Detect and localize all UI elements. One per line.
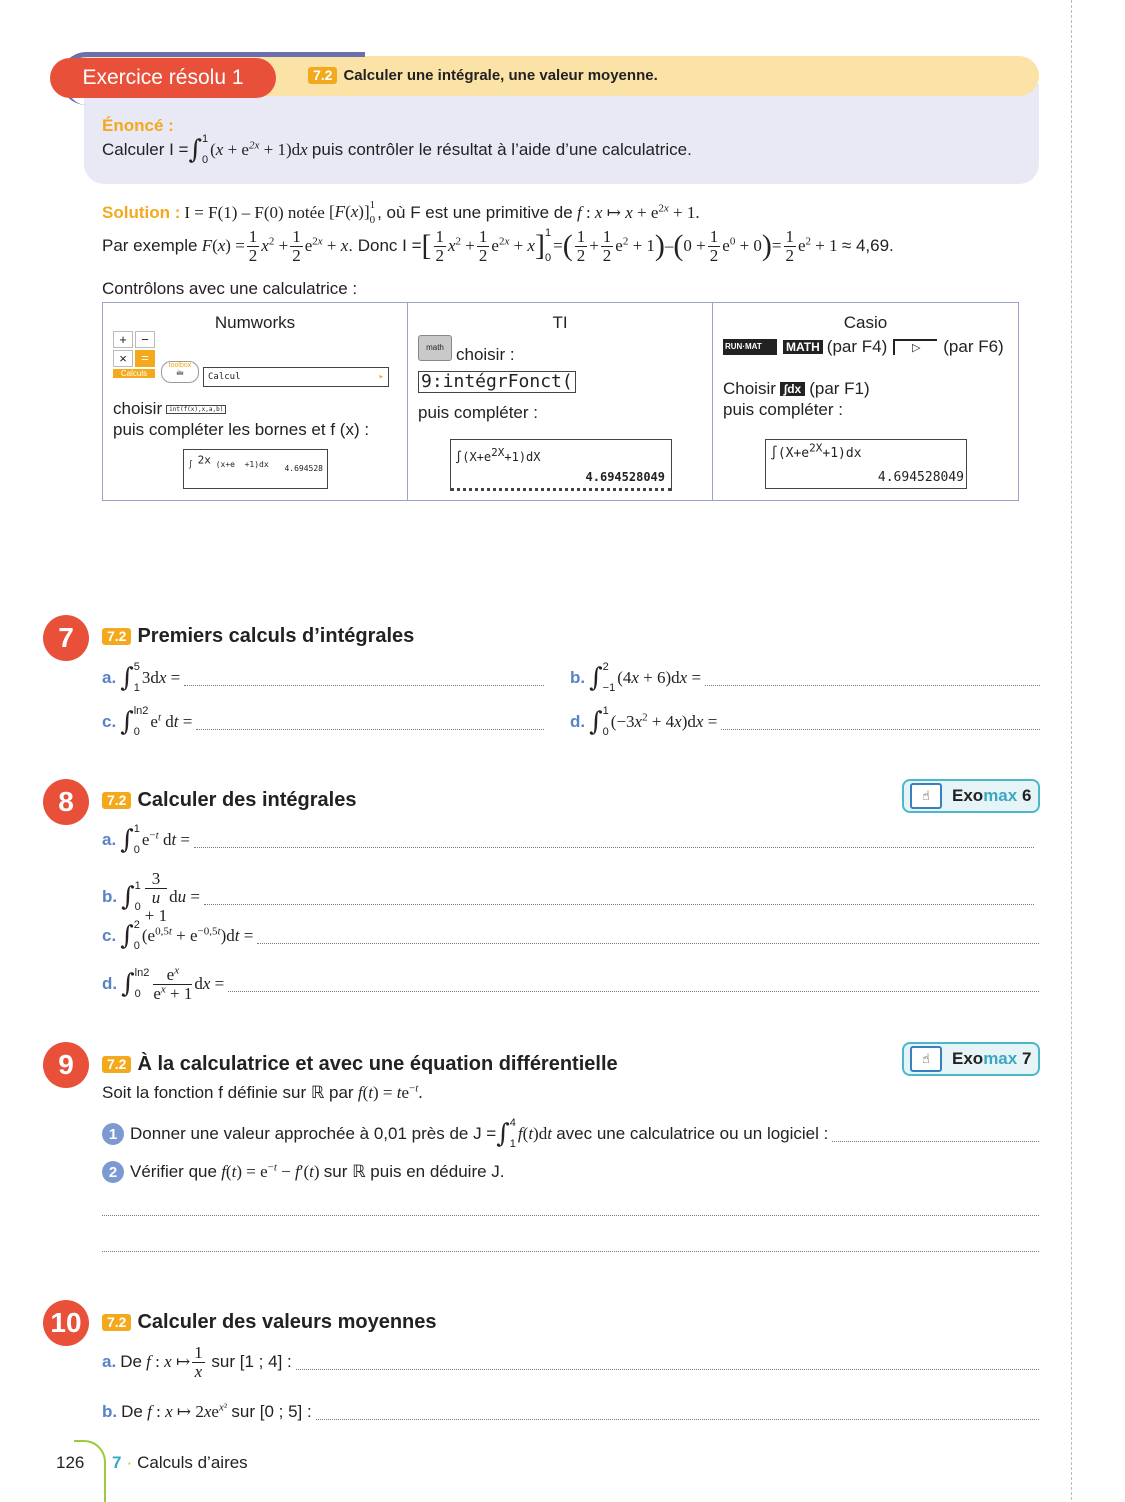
enonce-text: Calculer I = ∫ 1 0 $(x + e^{2x} + 1)dx$ puis contrôler le résultat à l’aide d’une calculatrice. bbox=[102, 133, 692, 166]
answer-line[interactable] bbox=[102, 1215, 1039, 1216]
ex10-b-interval: sur [0 ; 5] : bbox=[231, 1402, 312, 1421]
ti-result: 4.694528049 bbox=[585, 470, 665, 484]
casio-choose: Choisir bbox=[723, 379, 776, 398]
exercise-number-9: 9 bbox=[43, 1042, 89, 1088]
answer-line[interactable] bbox=[832, 1127, 1039, 1142]
exomax-7-button[interactable] bbox=[902, 1042, 1040, 1076]
ex10-a-text: De bbox=[120, 1352, 142, 1372]
exomax-max: max bbox=[983, 1049, 1018, 1068]
casio-result: 4.694528049 bbox=[877, 470, 964, 485]
casio-par-f6: (par F6) bbox=[943, 337, 1004, 356]
item-label: b. bbox=[102, 887, 118, 907]
section-tag: 7.2 bbox=[102, 792, 131, 809]
answer-line[interactable] bbox=[721, 715, 1040, 730]
ex8-item-a: a. ∫ 1 0 $e^{-t}$ dt = bbox=[102, 824, 1034, 856]
ex10-item-a: a. De f : x ↦ $\frac{1}{x}$ sur [1 ; 4] : bbox=[102, 1344, 1039, 1381]
numworks-cell bbox=[103, 303, 408, 500]
exercise-9-title bbox=[102, 1053, 618, 1076]
exercise-number-10: 10 bbox=[43, 1300, 89, 1346]
chapter-label: 7 · Calculs d’aires bbox=[112, 1453, 248, 1472]
numworks-calcul-icon: + − × = Calculs bbox=[113, 331, 155, 389]
resolved-title-text: Calculer une intégrale, une valeur moyenne. bbox=[343, 67, 658, 84]
math-key-icon: math bbox=[418, 335, 452, 361]
answer-line[interactable] bbox=[257, 929, 1039, 944]
casio-screen: $\int(X+e^{2X}+1)dx$ 4.694528049 bbox=[765, 439, 967, 489]
ex9-question-1: 1 Donner une valeur approchée à 0,01 près de J = ∫ 4 1 f(t)dt avec une calculatrice ou un logiciel : bbox=[102, 1118, 1039, 1150]
exomax-max: max bbox=[983, 786, 1018, 805]
exercise-8-title-text: Calculer des intégrales bbox=[137, 789, 357, 811]
ex7-item-d: d. ∫ 1 0 $(-3x^2 + 4x)dx$ = bbox=[570, 706, 1040, 738]
hand-pointer-icon: ☝ bbox=[910, 1046, 942, 1072]
integral-key-icon: ∫dx bbox=[780, 382, 805, 396]
toolbox-key-icon: toolbox 🖮 bbox=[161, 361, 199, 383]
exomax-text: Exo bbox=[952, 1049, 984, 1068]
section-tag: 7.2 bbox=[308, 67, 337, 84]
ex10-item-b: b. De f : x ↦ $2xe^{x^2}$ sur [0 ; 5] : bbox=[102, 1402, 1039, 1422]
ex7-item-c: c. ∫ ln2 0 $e^t$ dt = bbox=[102, 706, 544, 738]
chapter-title: Calculs d’aires bbox=[137, 1453, 248, 1472]
numworks-field: Calcul ▸ bbox=[203, 367, 389, 387]
enonce-after: puis contrôler le résultat à l’aide d’une calculatrice. bbox=[311, 140, 692, 159]
item-label: c. bbox=[102, 926, 117, 945]
section-tag: 7.2 bbox=[102, 1314, 131, 1331]
numworks-result: 4.694528 bbox=[284, 464, 323, 473]
exercise-number-8: 8 bbox=[43, 779, 89, 825]
numworks-screen: ∫ $^{2x}$ (x+e +1)dx 4.694528 bbox=[183, 449, 328, 489]
control-text: Contrôlons avec une calculatrice : bbox=[102, 279, 358, 298]
casio-line1 bbox=[723, 337, 1004, 357]
toolbox-label: toolbox bbox=[168, 362, 192, 369]
ex8-item-b: b. ∫ 1 0 3 u + 1 du = bbox=[102, 870, 1034, 925]
question-number: 1 bbox=[102, 1123, 124, 1145]
resolved-badge: Exercice résolu 1 bbox=[50, 58, 276, 98]
numworks-field-text: Calcul bbox=[208, 372, 241, 382]
casio-par-f4: (par F4) bbox=[826, 337, 888, 356]
item-label: b. bbox=[570, 668, 586, 687]
ti-menu-item: 9:intégrFonct( bbox=[418, 371, 576, 393]
item-label: a. bbox=[102, 668, 117, 687]
answer-line[interactable] bbox=[196, 715, 544, 730]
solution-line1-b: , où F est une primitive de bbox=[377, 203, 573, 222]
exercise-7-title-text: Premiers calculs d’intégrales bbox=[137, 625, 415, 647]
solution-line2-a: Par exemple bbox=[102, 236, 198, 256]
question-number: 2 bbox=[102, 1161, 124, 1183]
page-number: 126 bbox=[56, 1453, 85, 1472]
enonce-before: Calculer I = bbox=[102, 140, 189, 159]
ex9-question-2: 2 Vérifier que $f(t) = e^{-t} - f'(t)$ sur ℝ puis en déduire J. bbox=[102, 1161, 505, 1183]
ti-complete: puis compléter : bbox=[418, 403, 538, 422]
ti-title: TI bbox=[552, 313, 568, 332]
section-tag: 7.2 bbox=[102, 1056, 131, 1073]
solution-line2: Par exemple F(x) = $\frac{1}{2}$ $x^2$ + $\frac{1}{2}$ $e^{2x} + x$ . Donc I = [ $\frac{1}{2}$ $x^2$ + $\frac{1}{2}$ $e^{2x} + x$ ] 1 0 = ( $\frac{1}{2}$ + $\frac{1}{2}$ $e^2 + 1$ ) – ( 0 + $\frac{1}{2}$ $e^0 + 0$ ) = $\frac{1}{2}$ $e^2 + 1$ ≈ 4,69. bbox=[102, 227, 894, 265]
ex10-b-text: De bbox=[121, 1402, 143, 1421]
solution-line2-b: . Donc I = bbox=[348, 236, 422, 256]
exercise-7-title bbox=[102, 625, 414, 648]
ex9-q1-text-a: Donner une valeur approchée à 0,01 près de J = bbox=[130, 1124, 497, 1143]
ex9-q2-text-b: sur ℝ puis en déduire J. bbox=[323, 1162, 505, 1181]
exomax-number: 6 bbox=[1021, 786, 1032, 805]
numworks-title: Numworks bbox=[214, 313, 296, 332]
item-label: d. bbox=[570, 712, 586, 731]
math-key-icon: MATH bbox=[783, 340, 823, 354]
casio-line2 bbox=[723, 379, 870, 399]
numworks-choose bbox=[113, 399, 226, 419]
ex7-item-b: b. ∫ 2 −1 (4x + 6)dx = bbox=[570, 662, 1040, 694]
ex9-q2-text-a: Vérifier que bbox=[130, 1162, 217, 1181]
ti-cell bbox=[408, 303, 713, 500]
solution-label: Solution : bbox=[102, 203, 181, 222]
ex9-q1-text-b: avec une calculatrice ou un logiciel : bbox=[556, 1124, 829, 1143]
ex9-intro: Soit la fonction f définie sur ℝ par $f(t) = te^{-t}$. bbox=[102, 1082, 423, 1102]
item-label: d. bbox=[102, 974, 118, 994]
item-label: b. bbox=[102, 1402, 118, 1421]
exercise-number-7: 7 bbox=[43, 615, 89, 661]
exomax-6-button[interactable] bbox=[902, 779, 1040, 813]
enonce-label: Énoncé : bbox=[102, 116, 174, 135]
calculator-table bbox=[102, 302, 1019, 501]
ex8-item-c: c. ∫ 2 0 $(e^{0,5t} + e^{-0,5t})dt$ = bbox=[102, 920, 1039, 952]
exercise-9-title-text: À la calculatrice et avec une équation différentielle bbox=[137, 1053, 618, 1075]
exomax-text: Exo bbox=[952, 786, 984, 805]
casio-par-f1: (par F1) bbox=[809, 379, 870, 398]
numworks-chip: int(f(x),x,a,b) bbox=[166, 405, 226, 414]
runmat-key-icon: RUN·MAT bbox=[723, 339, 777, 355]
item-label: a. bbox=[102, 830, 117, 849]
answer-line[interactable] bbox=[194, 833, 1034, 848]
numworks-choose-text: choisir bbox=[113, 399, 163, 418]
casio-title: Casio bbox=[843, 313, 888, 332]
answer-line[interactable] bbox=[184, 671, 544, 686]
item-label: a. bbox=[102, 1352, 117, 1372]
answer-line[interactable] bbox=[228, 977, 1039, 992]
section-tag: 7.2 bbox=[102, 628, 131, 645]
answer-line[interactable] bbox=[316, 1405, 1039, 1420]
exomax-number: 7 bbox=[1021, 1049, 1032, 1068]
margin-line bbox=[1071, 0, 1072, 1500]
solution-approx: ≈ 4,69. bbox=[841, 236, 894, 256]
answer-line[interactable] bbox=[705, 671, 1040, 686]
numworks-calcul-label: Calculs bbox=[113, 369, 155, 378]
casio-cell bbox=[713, 303, 1018, 500]
chapter-number: 7 bbox=[112, 1453, 122, 1472]
ex9-intro-text: Soit la fonction f définie sur ℝ par bbox=[102, 1083, 354, 1102]
ti-choose: choisir : bbox=[456, 345, 515, 364]
exercise-10-title-text: Calculer des valeurs moyennes bbox=[137, 1311, 437, 1333]
casio-complete: puis compléter : bbox=[723, 400, 843, 419]
ex10-a-interval: sur [1 ; 4] : bbox=[211, 1352, 292, 1372]
ti-screen: $\int(X+e^{2X}+1)dX$ 4.694528049 bbox=[450, 439, 672, 491]
answer-line[interactable] bbox=[102, 1251, 1039, 1252]
item-label: c. bbox=[102, 712, 117, 731]
exercise-8-title bbox=[102, 789, 356, 812]
answer-line[interactable] bbox=[296, 1355, 1039, 1370]
exercise-10-title bbox=[102, 1311, 437, 1334]
numworks-complete: puis compléter les bornes et f (x) : bbox=[113, 420, 370, 439]
resolved-title bbox=[308, 67, 658, 84]
solution-line1-a: I = F(1) – F(0) notée bbox=[184, 203, 325, 222]
answer-line[interactable] bbox=[204, 890, 1034, 905]
ex7-item-a: a. ∫ 5 1 3dx = bbox=[102, 662, 544, 694]
ex8-item-d: d. ∫ ln2 0 $\frac{e^x}{e^x + 1}$ dx = bbox=[102, 966, 1039, 1003]
next-arrow-icon: ▷ bbox=[893, 339, 937, 355]
hand-pointer-icon: ☝ bbox=[910, 783, 942, 809]
solution-line1: Solution : I = F(1) – F(0) notée [F(x)] 1 0 , où F est une primitive de f : x ↦ $x + e^{2x} + 1$. bbox=[102, 199, 700, 226]
